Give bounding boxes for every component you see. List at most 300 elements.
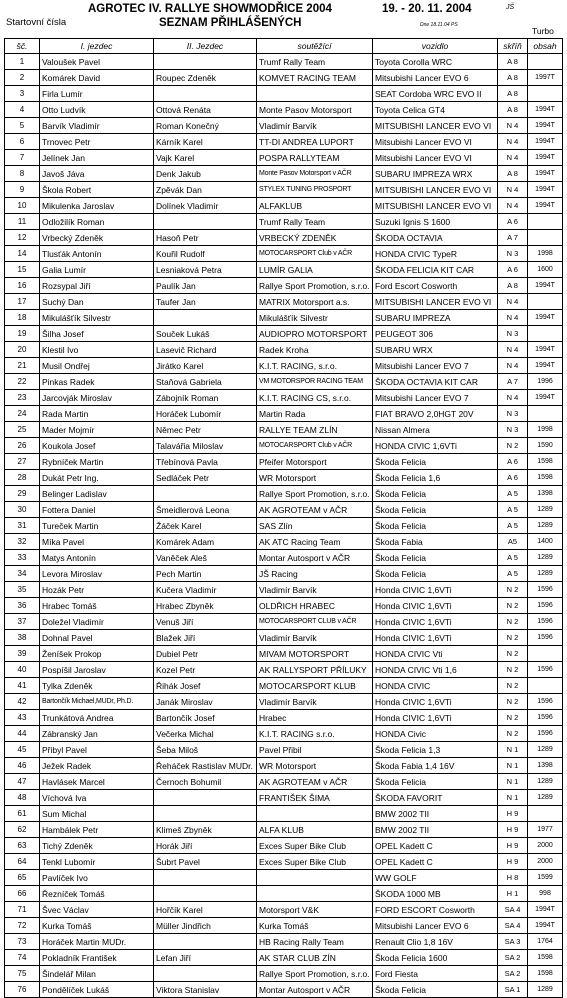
- table-row: [5, 534, 563, 550]
- table-row: [5, 838, 563, 854]
- cell-capacity: 1400: [528, 534, 563, 550]
- cell-capacity: [528, 230, 563, 246]
- cell-first-driver: Komárek David: [40, 70, 154, 86]
- cell-entrant: Monte Pasov Motorsport: [257, 102, 373, 118]
- table-row: [5, 678, 563, 694]
- cell-second-driver: [154, 966, 257, 982]
- cell-start-number: 43: [5, 710, 40, 726]
- cell-second-driver: Blažek Jiří: [154, 630, 257, 646]
- cell-first-driver: Přibyl Pavel: [40, 742, 154, 758]
- cell-class: H 9: [498, 854, 528, 870]
- table-row: [5, 550, 563, 566]
- cell-vehicle: Škoda Felicia: [373, 550, 498, 566]
- cell-first-driver: Rozsypal Jiří: [40, 278, 154, 294]
- cell-start-number: 40: [5, 662, 40, 678]
- cell-start-number: 39: [5, 646, 40, 662]
- column-header-start-number: šč.: [5, 39, 40, 54]
- cell-first-driver: Rada Martin: [40, 406, 154, 422]
- cell-class: A 5: [498, 502, 528, 518]
- cell-first-driver: Pinkas Radek: [40, 374, 154, 390]
- cell-vehicle: SEAT Cordoba WRC EVO II: [373, 86, 498, 102]
- table-row: [5, 358, 563, 374]
- cell-entrant: ALFA KLUB: [257, 822, 373, 838]
- cell-vehicle: Mitsubishi Lancer EVO VI: [373, 134, 498, 150]
- cell-second-driver: [154, 310, 257, 326]
- cell-entrant: Martin Rada: [257, 406, 373, 422]
- cell-second-driver: Roman Konečný: [154, 118, 257, 134]
- column-header-vehicle: vozidlo: [373, 39, 498, 54]
- cell-class: SA 2: [498, 966, 528, 982]
- cell-first-driver: Tlusťák Antonín: [40, 246, 154, 262]
- cell-entrant: AK STAR CLUB ZÍN: [257, 950, 373, 966]
- cell-second-driver: Třebínová Pavla: [154, 454, 257, 470]
- cell-first-driver: Doležel Vladimír: [40, 614, 154, 630]
- cell-capacity: 1598: [528, 454, 563, 470]
- table-row: [5, 630, 563, 646]
- cell-entrant: TT-DI ANDREA LUPORT: [257, 134, 373, 150]
- cell-first-driver: Zábranský Jan: [40, 726, 154, 742]
- cell-second-driver: Talavářia Miloslav: [154, 438, 257, 454]
- cell-capacity: 1598: [528, 966, 563, 982]
- signature: JŠ: [506, 4, 515, 11]
- cell-start-number: 73: [5, 934, 40, 950]
- cell-entrant: Pfeifer Motorsport: [257, 454, 373, 470]
- cell-start-number: 6: [5, 134, 40, 150]
- cell-first-driver: Pavlíček Ivo: [40, 870, 154, 886]
- cell-second-driver: Lesniaková Petra: [154, 262, 257, 278]
- cell-start-number: 22: [5, 374, 40, 390]
- cell-class: SA 1: [498, 982, 528, 998]
- cell-start-number: 19: [5, 326, 40, 342]
- cell-start-number: 36: [5, 598, 40, 614]
- cell-vehicle: MITSUBISHI LANCER EVO VI: [373, 118, 498, 134]
- table-row: [5, 262, 563, 278]
- cell-vehicle: Honda CIVIC 1,6VTi: [373, 582, 498, 598]
- cell-entrant: Hrabec: [257, 710, 373, 726]
- table-row: [5, 118, 563, 134]
- cell-start-number: 4: [5, 102, 40, 118]
- cell-capacity: 1590: [528, 438, 563, 454]
- cell-class: N 2: [498, 678, 528, 694]
- cell-first-driver: Pospíšil Jaroslav: [40, 662, 154, 678]
- cell-capacity: 1994T: [528, 198, 563, 214]
- cell-class: N 2: [498, 710, 528, 726]
- cell-class: A 5: [498, 486, 528, 502]
- cell-second-driver: Janák Miroslav: [154, 694, 257, 710]
- cell-capacity: 1994T: [528, 134, 563, 150]
- cell-second-driver: [154, 86, 257, 102]
- cell-class: H 9: [498, 838, 528, 854]
- cell-start-number: 66: [5, 886, 40, 902]
- cell-start-number: 72: [5, 918, 40, 934]
- cell-entrant: AK AGROTEAM v AČR: [257, 502, 373, 518]
- cell-second-driver: Bartončík Josef: [154, 710, 257, 726]
- cell-entrant: [257, 870, 373, 886]
- table-row: [5, 214, 563, 230]
- cell-capacity: 1289: [528, 982, 563, 998]
- cell-first-driver: Hrabec Tomáš: [40, 598, 154, 614]
- cell-first-driver: Šindelář Milan: [40, 966, 154, 982]
- cell-class: N 2: [498, 630, 528, 646]
- cell-vehicle: Renault Clio 1,8 16V: [373, 934, 498, 950]
- cell-first-driver: Klestil Ivo: [40, 342, 154, 358]
- cell-first-driver: Barvík Vladimír: [40, 118, 154, 134]
- cell-second-driver: Němec Petr: [154, 422, 257, 438]
- cell-entrant: LUMÍR GALIA: [257, 262, 373, 278]
- cell-class: A 5: [498, 566, 528, 582]
- cell-second-driver: [154, 54, 257, 70]
- cell-first-driver: Ženíšek Prokop: [40, 646, 154, 662]
- cell-entrant: MATRIX Motorsport a.s.: [257, 294, 373, 310]
- cell-entrant: AK AGROTEAM v AČR: [257, 774, 373, 790]
- cell-capacity: 1994T: [528, 358, 563, 374]
- cell-first-driver: Švec Václav: [40, 902, 154, 918]
- cell-class: N 1: [498, 774, 528, 790]
- cell-capacity: 1994T: [528, 166, 563, 182]
- cell-entrant: K.I.T. RACING s.r.o.: [257, 726, 373, 742]
- cell-start-number: 1: [5, 54, 40, 70]
- cell-second-driver: Denk Jakub: [154, 166, 257, 182]
- cell-second-driver: Ottová Renáta: [154, 102, 257, 118]
- cell-first-driver: Levora Miroslav: [40, 566, 154, 582]
- table-row: [5, 822, 563, 838]
- cell-entrant: Vladimír Barvík: [257, 630, 373, 646]
- cell-class: N 4: [498, 198, 528, 214]
- column-header-second-driver: II. Jezdec: [154, 39, 257, 54]
- cell-second-driver: Klimeš Zbyněk: [154, 822, 257, 838]
- cell-start-number: 35: [5, 582, 40, 598]
- cell-entrant: ALFAKLUB: [257, 198, 373, 214]
- cell-first-driver: Jelínek Jan: [40, 150, 154, 166]
- cell-first-driver: Šilha Josef: [40, 326, 154, 342]
- cell-first-driver: Koukola Josef: [40, 438, 154, 454]
- date-note: Dne 18.11.04 PS: [420, 22, 458, 28]
- cell-start-number: 46: [5, 758, 40, 774]
- cell-second-driver: Paulík Jan: [154, 278, 257, 294]
- cell-second-driver: Hořčík Karel: [154, 902, 257, 918]
- cell-start-number: 27: [5, 454, 40, 470]
- cell-entrant: Trumf Rally Team: [257, 54, 373, 70]
- cell-class: H 9: [498, 822, 528, 838]
- cell-start-number: 8: [5, 166, 40, 182]
- cell-entrant: Montar Autosport v AČR: [257, 982, 373, 998]
- cell-start-number: 26: [5, 438, 40, 454]
- cell-start-number: 76: [5, 982, 40, 998]
- cell-second-driver: Černoch Bohumil: [154, 774, 257, 790]
- table-row: [5, 150, 563, 166]
- table-row: [5, 166, 563, 182]
- cell-first-driver: Dohnal Pavel: [40, 630, 154, 646]
- cell-vehicle: FIAT BRAVO 2,0HGT 20V: [373, 406, 498, 422]
- cell-start-number: 23: [5, 390, 40, 406]
- table-row: [5, 518, 563, 534]
- cell-first-driver: Tureček Martin: [40, 518, 154, 534]
- cell-entrant: Motorsport V&K: [257, 902, 373, 918]
- cell-class: N 4: [498, 118, 528, 134]
- cell-second-driver: Kučera Vladimír: [154, 582, 257, 598]
- document-title: AGROTEC IV. RALLYE SHOWMODŘICE 2004: [88, 3, 332, 15]
- cell-vehicle: Škoda Felicia: [373, 982, 498, 998]
- cell-class: H 9: [498, 806, 528, 822]
- table-row: [5, 934, 563, 950]
- cell-second-driver: Staňová Gabriela: [154, 374, 257, 390]
- cell-vehicle: Honda CIVIC 1,6VTi: [373, 630, 498, 646]
- cell-second-driver: Komárek Adam: [154, 534, 257, 550]
- table-row: [5, 374, 563, 390]
- cell-vehicle: Mitsubishi Lancer EVO 6: [373, 70, 498, 86]
- cell-vehicle: ŠKODA FELICIA KIT CAR: [373, 262, 498, 278]
- cell-start-number: 24: [5, 406, 40, 422]
- cell-class: N 3: [498, 422, 528, 438]
- cell-class: N 4: [498, 294, 528, 310]
- cell-class: H 1: [498, 886, 528, 902]
- cell-second-driver: Řeháček Rastislav MUDr.: [154, 758, 257, 774]
- cell-capacity: 1599: [528, 870, 563, 886]
- cell-first-driver: Horáček Martin MUDr.: [40, 934, 154, 950]
- cell-second-driver: Venuš Jiří: [154, 614, 257, 630]
- table-row: [5, 950, 563, 966]
- cell-entrant: MOTOCARSPORT CLUB v AČR: [257, 614, 373, 630]
- cell-entrant: HB Racing Rally Team: [257, 934, 373, 950]
- cell-capacity: [528, 646, 563, 662]
- cell-vehicle: SUBARU WRX: [373, 342, 498, 358]
- cell-capacity: 998: [528, 886, 563, 902]
- cell-second-driver: [154, 934, 257, 950]
- cell-class: N 4: [498, 342, 528, 358]
- table-row: [5, 710, 563, 726]
- column-header-class: skříň: [498, 39, 528, 54]
- cell-first-driver: Míka Pavel: [40, 534, 154, 550]
- table-row: [5, 502, 563, 518]
- cell-capacity: 1996: [528, 374, 563, 390]
- cell-vehicle: HONDA CIVIC Vti 1,6: [373, 662, 498, 678]
- cell-start-number: 32: [5, 534, 40, 550]
- cell-entrant: STYLEX TUNING PROSPORT: [257, 182, 373, 198]
- cell-second-driver: [154, 806, 257, 822]
- cell-entrant: Exces Super Bike Club: [257, 838, 373, 854]
- cell-vehicle: OPEL Kadett C: [373, 838, 498, 854]
- table-row: [5, 598, 563, 614]
- cell-class: A 6: [498, 470, 528, 486]
- cell-class: N 2: [498, 646, 528, 662]
- document-subtitle: SEZNAM PŘIHLÁŠENÝCH: [159, 17, 302, 29]
- cell-vehicle: HONDA CIVIC: [373, 678, 498, 694]
- cell-first-driver: Hambálek Petr: [40, 822, 154, 838]
- cell-second-driver: Večerka Michal: [154, 726, 257, 742]
- cell-capacity: 1289: [528, 742, 563, 758]
- cell-class: N 1: [498, 758, 528, 774]
- cell-entrant: K.I.T. RACING CS, s.r.o.: [257, 390, 373, 406]
- cell-entrant: WR Motorsport: [257, 758, 373, 774]
- cell-second-driver: Pech Martin: [154, 566, 257, 582]
- cell-second-driver: Kozel Petr: [154, 662, 257, 678]
- cell-start-number: 18: [5, 310, 40, 326]
- cell-capacity: 1998: [528, 422, 563, 438]
- cell-vehicle: Toyota Celica GT4: [373, 102, 498, 118]
- cell-start-number: 10: [5, 198, 40, 214]
- table-row: [5, 886, 563, 902]
- cell-vehicle: Škoda Felicia 1,3: [373, 742, 498, 758]
- cell-capacity: 1994T: [528, 918, 563, 934]
- cell-first-driver: Tichý Zdeněk: [40, 838, 154, 854]
- cell-entrant: Mikulášťík Silvestr: [257, 310, 373, 326]
- cell-entrant: Trumf Rally Team: [257, 214, 373, 230]
- cell-first-driver: Otto Ludvík: [40, 102, 154, 118]
- cell-capacity: 1977: [528, 822, 563, 838]
- cell-class: A 6: [498, 262, 528, 278]
- cell-class: N 4: [498, 358, 528, 374]
- column-header-capacity: obsah: [528, 39, 563, 54]
- cell-class: N 2: [498, 662, 528, 678]
- cell-entrant: K.I.T. RACING, s.r.o.: [257, 358, 373, 374]
- cell-capacity: 1994T: [528, 390, 563, 406]
- cell-entrant: MOTOCARSPORT KLUB: [257, 678, 373, 694]
- cell-vehicle: BMW 2002 TII: [373, 822, 498, 838]
- cell-second-driver: [154, 870, 257, 886]
- cell-first-driver: Tenkl Lubomír: [40, 854, 154, 870]
- cell-class: SA 4: [498, 902, 528, 918]
- cell-start-number: 61: [5, 806, 40, 822]
- cell-first-driver: Rybníček Martin: [40, 454, 154, 470]
- table-row: [5, 326, 563, 342]
- cell-start-number: 7: [5, 150, 40, 166]
- table-row: [5, 582, 563, 598]
- table-row: [5, 742, 563, 758]
- cell-capacity: 1398: [528, 486, 563, 502]
- cell-capacity: 1289: [528, 790, 563, 806]
- table-header-row: [5, 39, 563, 54]
- cell-second-driver: Dolínek Vladimír: [154, 198, 257, 214]
- cell-second-driver: Šmeidlerová Leona: [154, 502, 257, 518]
- table-row: [5, 438, 563, 454]
- cell-capacity: 1289: [528, 774, 563, 790]
- cell-class: N 3: [498, 246, 528, 262]
- cell-second-driver: Zpěvák Dan: [154, 182, 257, 198]
- cell-class: A 5: [498, 550, 528, 566]
- cell-capacity: 1596: [528, 614, 563, 630]
- cell-vehicle: Mitsubishi Lancer EVO 7: [373, 358, 498, 374]
- cell-capacity: 1764: [528, 934, 563, 950]
- cell-capacity: [528, 54, 563, 70]
- cell-start-number: 15: [5, 262, 40, 278]
- cell-capacity: 1994T: [528, 182, 563, 198]
- cell-class: N 4: [498, 310, 528, 326]
- cell-class: N 2: [498, 582, 528, 598]
- cell-second-driver: Hrabec Zbyněk: [154, 598, 257, 614]
- cell-start-number: 65: [5, 870, 40, 886]
- table-row: [5, 470, 563, 486]
- cell-first-driver: Mikulenka Jaroslav: [40, 198, 154, 214]
- table-row: [5, 182, 563, 198]
- cell-start-number: 64: [5, 854, 40, 870]
- table-row: [5, 566, 563, 582]
- cell-vehicle: ŠKODA 1000 MB: [373, 886, 498, 902]
- cell-capacity: 1596: [528, 598, 563, 614]
- cell-vehicle: Mitsubishi Lancer EVO 6: [373, 918, 498, 934]
- cell-second-driver: Lasevič Richard: [154, 342, 257, 358]
- cell-entrant: Monte Pasov Motorsport v AČR: [257, 166, 373, 182]
- cell-capacity: 1994T: [528, 902, 563, 918]
- cell-first-driver: Valoušek Pavel: [40, 54, 154, 70]
- cell-entrant: AUDIOPRO MOTORSPORT: [257, 326, 373, 342]
- cell-start-number: 31: [5, 518, 40, 534]
- cell-class: A 5: [498, 518, 528, 534]
- cell-second-driver: Vaněček Aleš: [154, 550, 257, 566]
- cell-entrant: SAS Zlín: [257, 518, 373, 534]
- cell-start-number: 75: [5, 966, 40, 982]
- cell-vehicle: OPEL Kadett C: [373, 854, 498, 870]
- cell-entrant: FRANTIŠEK ŠIMA: [257, 790, 373, 806]
- cell-class: A 8: [498, 278, 528, 294]
- cell-second-driver: Hasoň Petr: [154, 230, 257, 246]
- table-row: [5, 86, 563, 102]
- cell-first-driver: Musil Ondřej: [40, 358, 154, 374]
- cell-capacity: [528, 86, 563, 102]
- cell-class: SA 3: [498, 934, 528, 950]
- start-numbers-label: Startovní čísla: [6, 17, 67, 28]
- cell-vehicle: SUBARU IMPREZA WRX: [373, 166, 498, 182]
- cell-second-driver: [154, 486, 257, 502]
- cell-start-number: 12: [5, 230, 40, 246]
- cell-first-driver: Odložilík Roman: [40, 214, 154, 230]
- cell-first-driver: Vrbecký Zdeněk: [40, 230, 154, 246]
- cell-class: N 4: [498, 182, 528, 198]
- cell-second-driver: Taufer Jan: [154, 294, 257, 310]
- cell-class: N 2: [498, 726, 528, 742]
- cell-class: A5: [498, 534, 528, 550]
- cell-first-driver: Víchová Iva: [40, 790, 154, 806]
- cell-first-driver: Škola Robert: [40, 182, 154, 198]
- cell-class: A 7: [498, 374, 528, 390]
- cell-capacity: [528, 326, 563, 342]
- cell-class: N 3: [498, 406, 528, 422]
- table-row: [5, 134, 563, 150]
- cell-entrant: OLDŘICH HRABEC: [257, 598, 373, 614]
- cell-first-driver: Suchý Dan: [40, 294, 154, 310]
- cell-second-driver: Dubiel Petr: [154, 646, 257, 662]
- cell-vehicle: FORD ESCORT Cosworth: [373, 902, 498, 918]
- cell-entrant: Rallye Sport Promotion, s.r.o.: [257, 486, 373, 502]
- table-row: [5, 614, 563, 630]
- cell-first-driver: Matys Antonín: [40, 550, 154, 566]
- cell-start-number: 14: [5, 246, 40, 262]
- cell-entrant: MOTOCARSPORT Club v AČR: [257, 246, 373, 262]
- cell-class: A 8: [498, 70, 528, 86]
- column-header-first-driver: I. jezdec: [40, 39, 154, 54]
- cell-class: N 4: [498, 134, 528, 150]
- cell-entrant: Vladimír Barvík: [257, 582, 373, 598]
- cell-second-driver: Lefan Jiří: [154, 950, 257, 966]
- cell-capacity: 2000: [528, 854, 563, 870]
- cell-class: N 2: [498, 598, 528, 614]
- cell-vehicle: Škoda Felicia: [373, 502, 498, 518]
- cell-entrant: Rallye Sport Promotion, s.r.o.: [257, 278, 373, 294]
- cell-vehicle: Mitsubishi Lancer EVO 7: [373, 390, 498, 406]
- cell-capacity: 1994T: [528, 150, 563, 166]
- cell-entrant: Pavel Přibil: [257, 742, 373, 758]
- cell-second-driver: Souček Lukáš: [154, 326, 257, 342]
- cell-vehicle: Honda CIVIC 1,6VTi: [373, 614, 498, 630]
- cell-capacity: 1596: [528, 694, 563, 710]
- cell-start-number: 30: [5, 502, 40, 518]
- cell-first-driver: Ježek Radek: [40, 758, 154, 774]
- cell-vehicle: Mitsubishi Lancer EVO VI: [373, 150, 498, 166]
- cell-capacity: 1596: [528, 662, 563, 678]
- cell-start-number: 41: [5, 678, 40, 694]
- cell-start-number: 44: [5, 726, 40, 742]
- cell-capacity: 1596: [528, 710, 563, 726]
- cell-capacity: 1598: [528, 950, 563, 966]
